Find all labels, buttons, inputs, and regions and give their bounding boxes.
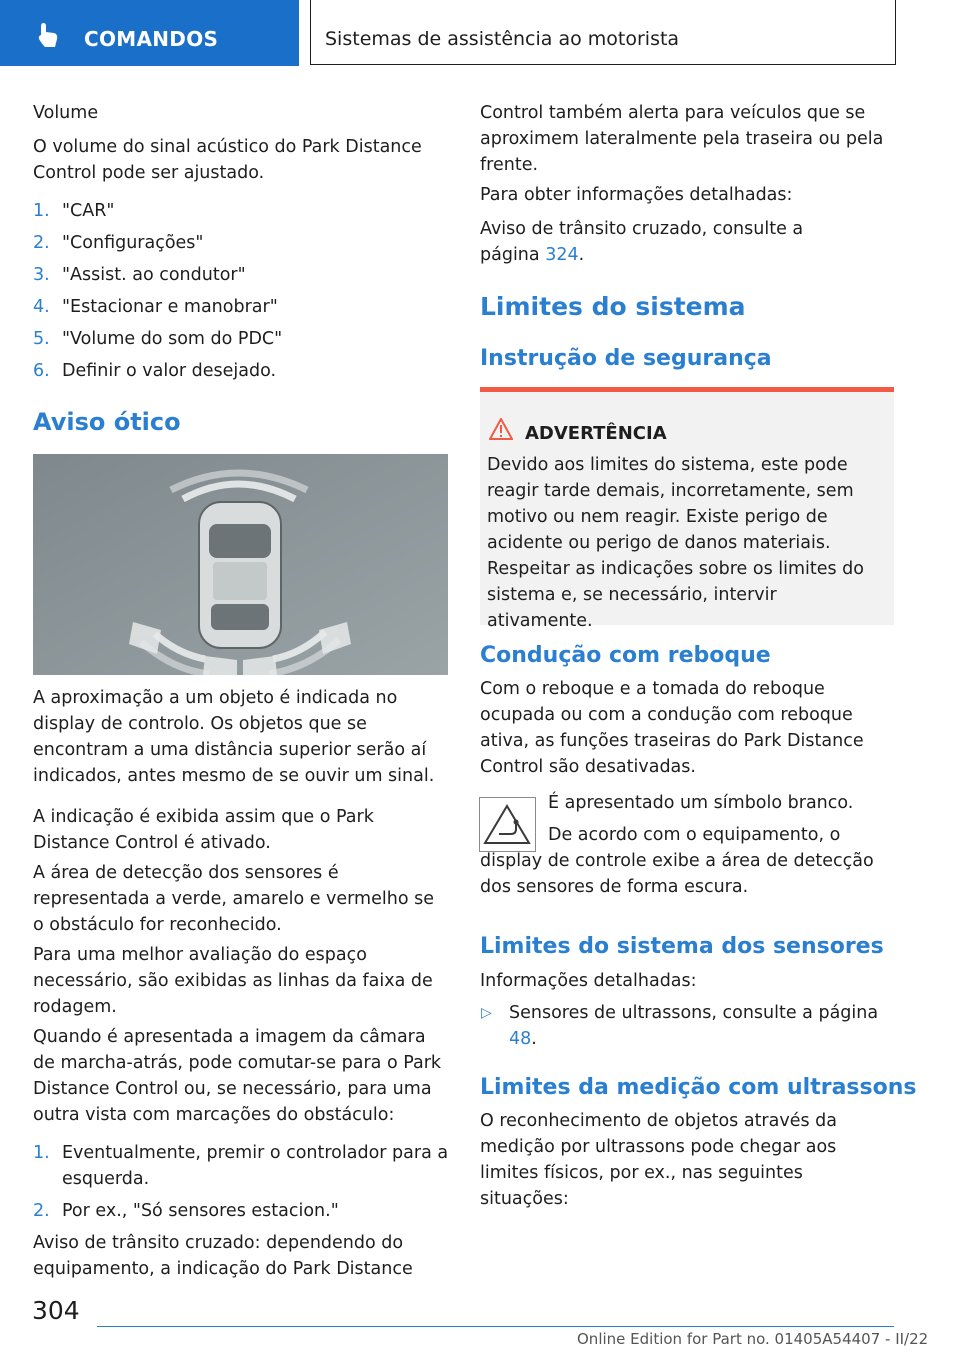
cross-ref: Aviso de trânsito cruzado, consulte a página 324. (480, 219, 804, 265)
chapter-header (310, 0, 896, 65)
paragraph: Para obter informações detalhadas: (480, 185, 793, 205)
step-text: "Estacionar e manobrar" (62, 297, 278, 317)
step-number: 1. (33, 201, 50, 221)
paragraph: O reconhecimento de objetos através da medição por ultrassons pode chegar aos limites físicos, por ex., nas seguintes situações: (480, 1111, 837, 1209)
paragraph: Aviso de trânsito cruzado: dependendo do equipamento, a indicação do Park Distance (33, 1233, 413, 1279)
paragraph: A aproximação a um objeto é indicada no display de controlo. Os objetos que se encontram a uma distância superior serão aí indicados, antes mesmo de se ouvir um sinal. (33, 688, 435, 786)
step-number: 2. (33, 1201, 50, 1221)
symbol-text: É apresentado um símbolo branco. (548, 793, 854, 813)
step-number: 6. (33, 361, 50, 381)
towing-heading: Condução com reboque (480, 643, 771, 668)
page-number: 304 (32, 1296, 80, 1325)
volume-heading: Volume (33, 103, 99, 123)
limits-heading: Limites do sistema (480, 292, 746, 321)
paragraph: Informações detalhadas: (480, 971, 697, 991)
step-text: Eventualmente, premir o controlador para a esquerda. (62, 1143, 449, 1189)
triangle-bullet-icon: ▷ (481, 1005, 492, 1021)
pdc-display-image (33, 454, 448, 675)
bullet-text: Sensores de ultrassons, consulte a página (509, 1003, 879, 1023)
paragraph: Com o reboque e a tomada do reboque ocupada ou com a condução com reboque ativa, as funções traseiras do Park Distance Control são desativadas. (480, 679, 864, 777)
paragraph: A área de detecção dos sensores é representada a verde, amarelo e vermelho se o obstáculo for reconhecido. (33, 863, 434, 935)
ultra-heading: Limites da medição com ultrassons (480, 1075, 917, 1100)
bullet-item: Sensores de ultrassons, consulte a página 48. (509, 1003, 879, 1049)
page-link-324[interactable]: 324 (545, 245, 579, 265)
warning-title: ADVERTÊNCIA (525, 423, 667, 444)
paragraph: Quando é apresentada a imagem da câmara de marcha-atrás, pode comutar-se para o Park Distance Control ou, se necessário, para uma outra vista com marcações do obstáculo: (33, 1027, 442, 1125)
paragraph: Control também alerta para veículos que se aproximem lateralmente pela traseira ou pela frente. (480, 103, 884, 175)
aviso-otico-heading: Aviso ótico (33, 408, 181, 436)
step-text: "CAR" (62, 201, 115, 221)
hand-pointer-icon (34, 20, 64, 50)
park-distance-figure (33, 454, 448, 675)
warning-triangle-icon (489, 418, 513, 440)
step-number: 3. (33, 265, 50, 285)
volume-text: O volume do sinal acústico do Park Distance Control pode ser ajustado. (33, 137, 422, 183)
section-tab (0, 0, 299, 66)
sensor-limits-heading: Limites do sistema dos sensores (480, 934, 884, 959)
safety-heading: Instrução de segurança (480, 346, 772, 371)
step-number: 2. (33, 233, 50, 253)
cross-ref-text: Aviso de trânsito cruzado, consulte a página (480, 219, 804, 265)
page-link-48[interactable]: 48 (509, 1029, 532, 1049)
edition-text: Online Edition for Part no. 01405A54407 - II/22 (577, 1330, 929, 1348)
paragraph: A indicação é exibida assim que o Park Distance Control é ativado. (33, 807, 374, 853)
step-text: Por ex., "Só sensores estacion." (62, 1201, 339, 1221)
step-text: "Configurações" (62, 233, 204, 253)
step-text: "Assist. ao condutor" (62, 265, 246, 285)
warning-box (480, 387, 894, 631)
step-text: "Volume do som do PDC" (62, 329, 283, 349)
chapter-title: Sistemas de assistência ao motorista (325, 28, 680, 50)
step-number: 5. (33, 329, 50, 349)
warning-body: Devido aos limites do sistema, este pode reagir tarde demais, incorretamente, sem motivo ou nem reagir. Existe perigo de acidente ou perigo de danos materiais. Respeitar as indicações sobre os limites do sistema e, se necessário, intervir ativamente. (487, 455, 865, 631)
step-number: 1. (33, 1143, 50, 1163)
paragraph: Para uma melhor avaliação do espaço necessário, são exibidas as linhas da faixa de rodagem. (33, 945, 433, 1017)
step-number: 4. (33, 297, 50, 317)
section-label: COMANDOS (84, 27, 219, 51)
step-text: Definir o valor desejado. (62, 361, 277, 381)
footer-rule (97, 1326, 894, 1327)
symbol-description: De acordo com o equipamento, o display de controle exibe a área de detecção dos sensores de forma escura. (480, 825, 874, 897)
